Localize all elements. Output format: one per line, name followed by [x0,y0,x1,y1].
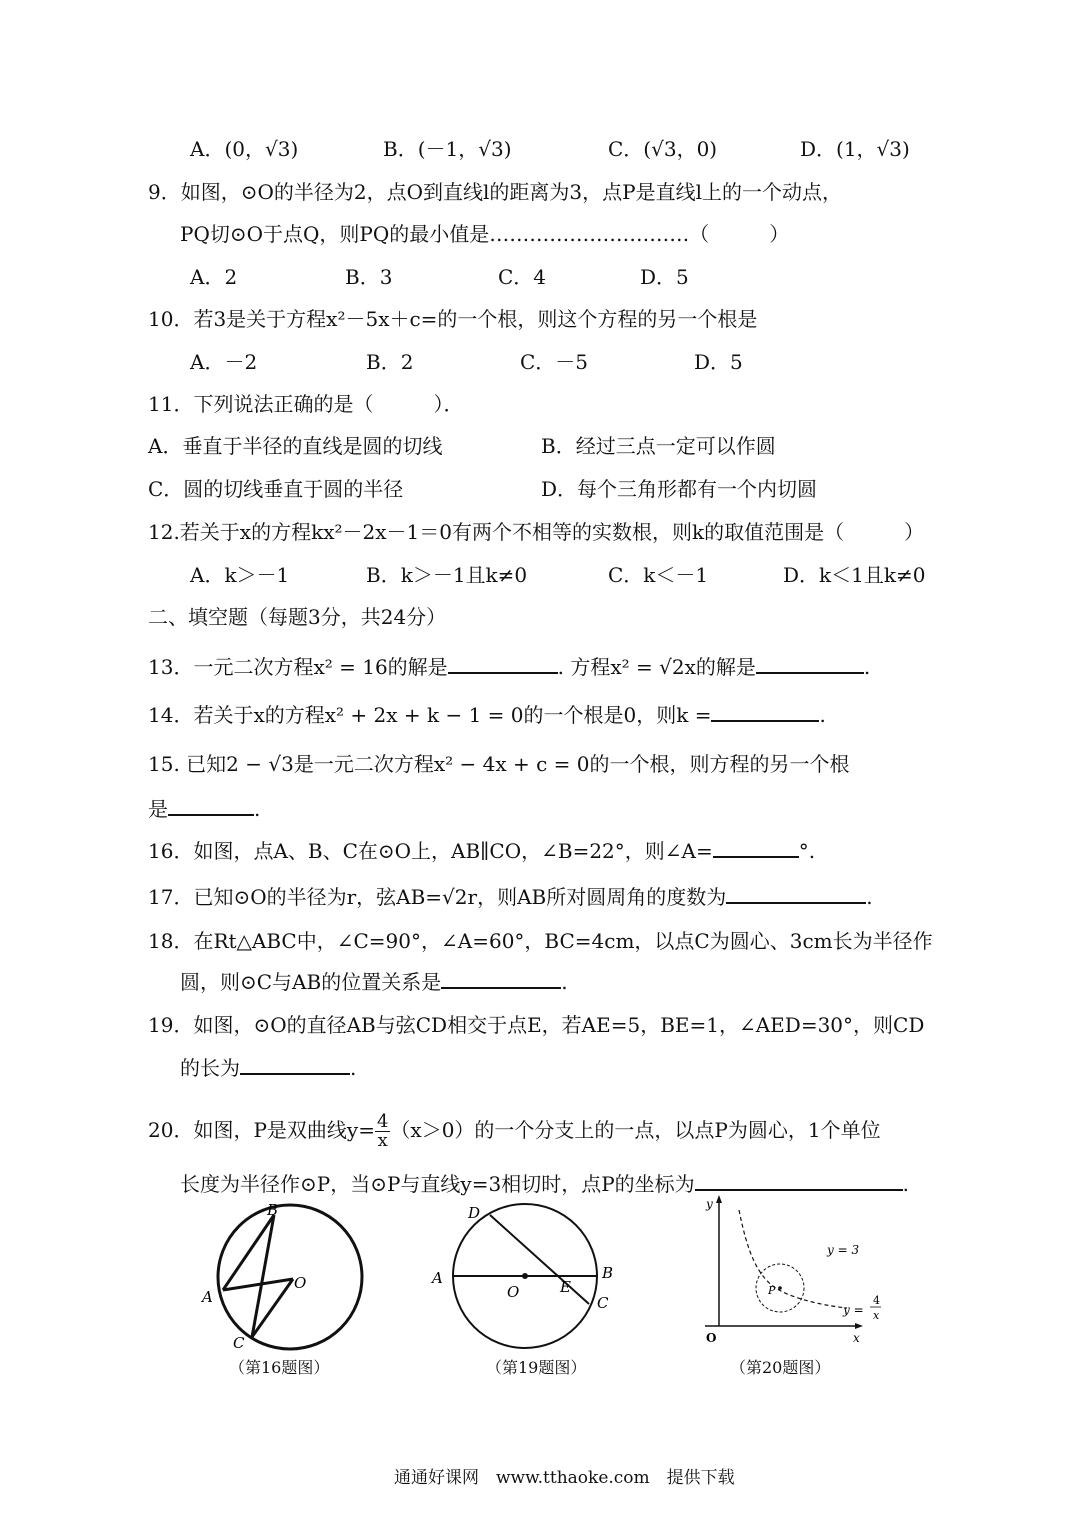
q13 [148,654,870,680]
fig16-label-a: A [202,1288,213,1306]
fig19-center-dot [522,1273,528,1279]
fig20-label-hyp-num: 4 [873,1294,880,1307]
q18-blank[interactable] [441,969,561,989]
fig20-point-p [778,1286,782,1290]
q20-text-b: （x＞0）的一个分支上的一点，以点P为圆心，1个单位 [390,1118,881,1142]
q18-period: . [561,970,568,994]
q9-line1: 9．如图，⊙O的半径为2，点O到直线l的距离为3，点P是直线l上的一个动点， [148,180,842,204]
q17-blank[interactable] [726,884,866,904]
q20-frac-num: 4 [376,1111,389,1132]
q20-line1 [148,1110,881,1150]
q17-text: 17．已知⊙O的半径为r，弦AB=√2r，则AB所对圆周角的度数为 [148,885,727,909]
q17 [148,884,873,910]
q18-line1: 18．在Rt△ABC中，∠C=90°，∠A=60°，BC=4cm，以点C为圆心、3cm长为半径作 [148,929,933,953]
q15-line2 [148,796,260,822]
q20-text-a: 20．如图，P是双曲线y= [148,1118,375,1142]
q11-option-c: C．圆的切线垂直于圆的半径 [148,477,404,501]
fig19-caption: （第19题图） [486,1358,587,1377]
q15-shi: 是 [148,797,168,821]
q10-option-a: A．－2 [190,350,258,374]
q16-blank[interactable] [713,838,799,858]
q8-option-b: B．(－1，√3) [383,137,512,161]
q12-option-c: C．k＜－1 [608,563,709,587]
fig20-caption: （第20题图） [730,1358,831,1377]
q15-blank[interactable] [168,796,254,816]
q18-text: 圆，则⊙C与AB的位置关系是 [180,970,442,994]
q14 [148,702,826,728]
fig19-label-a: A [432,1269,443,1287]
q9-option-d: D．5 [640,265,689,289]
q16 [148,838,815,864]
q19-line1: 19．如图，⊙O的直径AB与弦CD相交于点E，若AE=5，BE=1，∠AED=30°，则CD [148,1013,925,1037]
figure-16 [195,1200,375,1355]
fig19-label-b: B [602,1264,614,1282]
q16-degree: °. [798,839,816,863]
q15-line1: 15. 已知2 − √3是一元二次方程x² − 4x + c = 0的一个根，则方程的另一个根 [148,752,850,776]
q20-blank[interactable] [695,1171,903,1191]
fig20-label-y: y [706,1197,713,1211]
q14-text: 14．若关于x的方程x² + 2x + k − 1 = 0的一个根是0，则k = [148,703,712,727]
q10-option-d: D．5 [694,350,743,374]
q13-part2: . 方程x² = √2x的解是 [557,655,756,679]
q13-blank2[interactable] [756,654,864,674]
q12-option-a: A．k＞－1 [190,563,290,587]
figure-20 [697,1190,889,1348]
q19-blank[interactable] [240,1055,350,1075]
fig19-label-o: O [507,1283,520,1301]
q9-option-a: A．2 [190,265,238,289]
fig16-label-c: C [233,1334,245,1352]
q20-text-c: 长度为半径作⊙P，当⊙P与直线y=3相切时，点P的坐标为 [180,1172,695,1196]
q13-part1: 13．一元二次方程x² = 16的解是 [148,655,448,679]
q20-fraction [375,1113,390,1150]
q14-blank[interactable] [711,702,819,722]
q20-frac-den: x [377,1130,388,1151]
fig20-label-hyp-den: x [873,1309,880,1322]
fig19-chord-cd [490,1215,589,1304]
q11-option-d: D．每个三角形都有一个内切圆 [541,477,818,501]
q13-period: . [863,655,871,679]
fig16-segment-ao [223,1279,293,1290]
q9-line2: PQ切⊙O于点Q，则PQ的最小值是…………………………（ ） [180,222,790,246]
q11-option-b: B．经过三点一定可以作圆 [541,434,776,458]
q18-line2 [180,969,568,995]
figure-19 [420,1198,625,1358]
fig16-circle [218,1205,362,1349]
q8-option-d: D．(1，√3) [800,137,910,161]
q20-period: . [902,1172,910,1196]
q8-option-c: C．(√3，0) [608,137,718,161]
q19-period: . [350,1056,357,1080]
fig20-x-arrow [855,1323,863,1329]
q8-option-a: A．(0，√3) [190,137,299,161]
q19-line2 [180,1055,356,1081]
fig16-label-b: B [267,1201,279,1219]
fig20-label-origin: O [706,1331,717,1345]
q17-period: . [866,885,873,909]
footer-source: 通通好课网 www.tthaoke.com 提供下载 [394,1468,735,1488]
q13-blank1[interactable] [448,654,558,674]
q11-text: 11．下列说法正确的是（ ）． [148,392,464,416]
fig20-label-hyperbola: y = [843,1303,864,1317]
q10-option-b: B．2 [366,350,414,374]
q12-text: 12.若关于x的方程kx²－2x－1＝0有两个不相等的实数根，则k的取值范围是（ ） [148,520,925,544]
q15-period: . [254,797,261,821]
q9-option-b: B．3 [345,265,393,289]
section-title-fill-blank: 二、填空题（每题3分，共24分） [148,605,447,629]
fig16-caption: （第16题图） [229,1358,330,1377]
fig16-label-o: O [294,1274,307,1292]
fig19-label-d: D [468,1204,481,1222]
fig20-label-p: P [768,1284,776,1297]
q10-text: 10．若3是关于方程x²－5x＋c=的一个根，则这个方程的另一个根是 [148,307,758,331]
q9-option-c: C．4 [498,265,547,289]
q14-period: . [819,703,826,727]
q19-text: 的长为 [180,1056,240,1080]
fig20-y-arrow [716,1195,722,1203]
fig19-label-e: E [560,1278,571,1296]
q16-text: 16．如图，点A、B、C在⊙O上，AB∥CO，∠B=22°，则∠A= [148,839,713,863]
fig19-label-c: C [597,1294,609,1312]
fig20-label-x: x [853,1331,860,1345]
q10-option-c: C．－5 [520,350,589,374]
q12-option-b: B．k＞－1且k≠0 [366,563,528,587]
fig20-label-line-y3: y = 3 [827,1243,860,1257]
q12-option-d: D．k＜1且k≠0 [783,563,926,587]
q11-option-a: A．垂直于半径的直线是圆的切线 [148,434,443,458]
fig20-hyperbola [739,1210,847,1308]
